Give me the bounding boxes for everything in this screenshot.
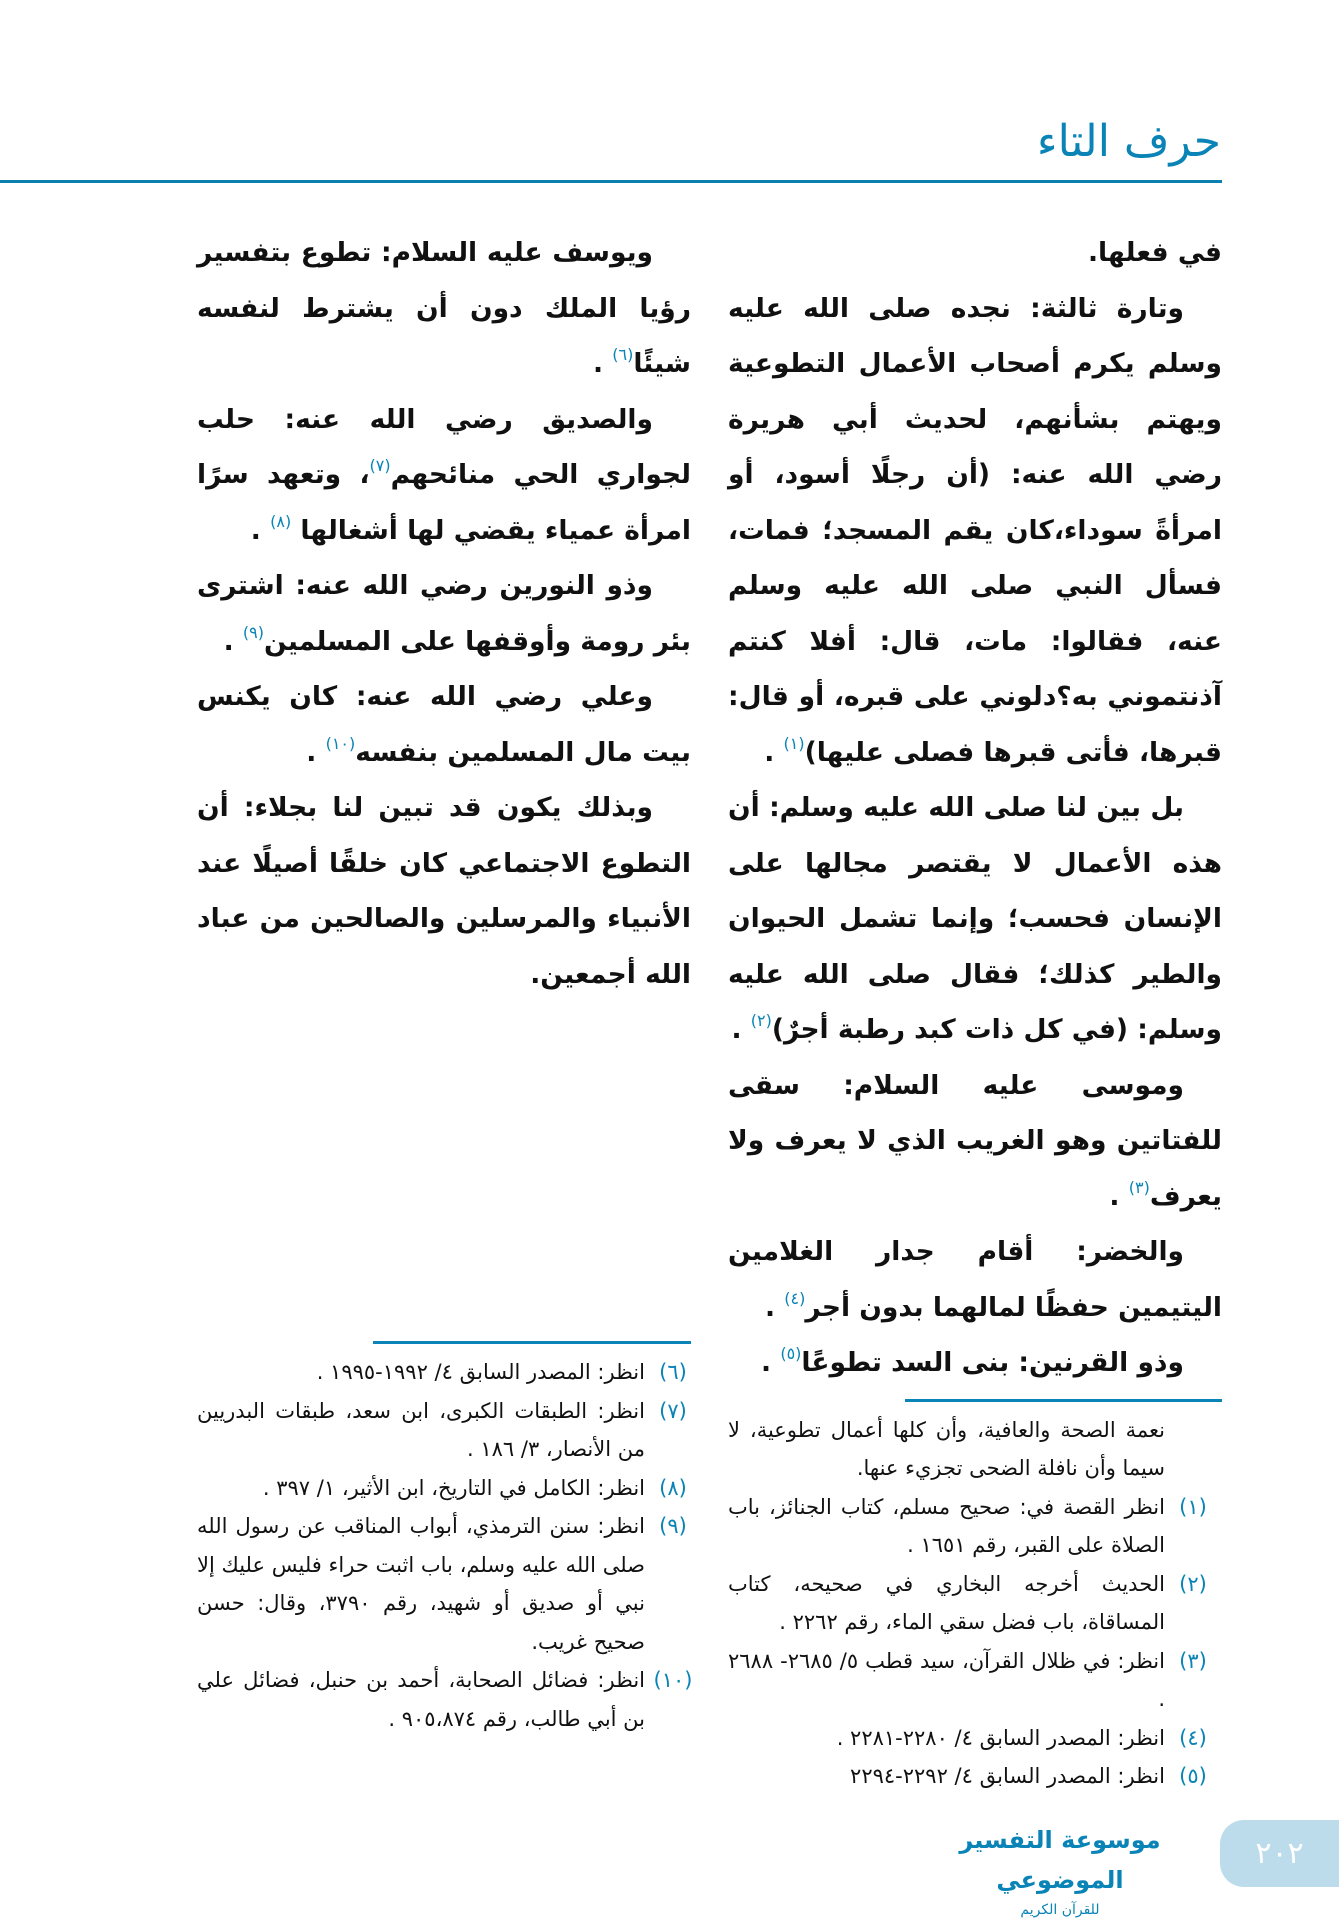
footnote-item	[197, 1353, 687, 1392]
logo-title: موسوعة التفسير الموضوعي	[959, 1825, 1161, 1894]
footnote-item	[197, 1661, 693, 1738]
paragraph	[728, 281, 1222, 781]
paragraph-end: .	[223, 625, 243, 657]
paragraph-text: وعلي رضي الله عنه: كان يكنس بيت مال المسلمين بنفسه	[197, 681, 691, 768]
footnote-number: (٦)	[659, 1360, 687, 1384]
logo-subtitle: للقرآن الكريم	[1020, 1901, 1100, 1918]
page-columns	[197, 0, 1222, 1796]
footnote-text: انظر: الطبقات الكبرى، ابن سعد، طبقات البدريين من الأنصار، ٣/ ١٨٦ .	[197, 1398, 645, 1461]
footnotes-left	[197, 1353, 693, 1738]
footnote-text: انظر: المصدر السابق ٤/ ٢٢٨٠-٢٢٨١ .	[836, 1725, 1165, 1750]
paragraph-text: وموسى عليه السلام: سقى للفتاتين وهو الغريب الذي لا يعرف ولا يعرف	[728, 1069, 1222, 1212]
footnote-divider-right	[905, 1399, 1222, 1402]
paragraph-text: والخضر: أقام جدار الغلامين اليتيمين حفظًا لمالهما بدون أجر	[728, 1236, 1222, 1323]
paragraph-text: ويوسف عليه السلام: تطوع بتفسير رؤيا الملك دون أن يشترط لنفسه شيئًا	[197, 237, 691, 379]
column-left	[197, 225, 691, 1738]
body-column-left	[197, 225, 691, 1333]
footnote-divider-left	[373, 1341, 691, 1344]
paragraph-end: .	[731, 1014, 751, 1045]
footnote-item	[197, 1469, 687, 1508]
footnote-ref[interactable]: (١)	[783, 733, 805, 753]
paragraph-end: .	[765, 1291, 785, 1323]
footnote-number: (٥)	[1179, 1764, 1207, 1788]
paragraph	[197, 558, 691, 669]
footnote-ref[interactable]: (٧)	[369, 456, 391, 475]
encyclopedia-logo	[915, 1820, 1205, 1920]
footnote-item	[197, 1507, 687, 1661]
page-footer	[0, 1820, 1339, 1918]
paragraph	[197, 392, 691, 559]
paragraph	[728, 1224, 1222, 1335]
footnote-number: (١)	[1179, 1494, 1207, 1519]
paragraph-end: .	[764, 736, 784, 768]
paragraph-end: .	[306, 736, 326, 768]
footnote-text: انظر: المصدر السابق ٤/ ٢٢٩٢-٢٢٩٤	[850, 1764, 1165, 1788]
paragraph	[728, 780, 1222, 1058]
body-column-right	[728, 225, 1222, 1391]
paragraph-text: ، وتعهد سرًا امرأة عمياء يقضي لها أشغالها	[197, 459, 691, 546]
footnote-number: (٢)	[1179, 1571, 1207, 1596]
paragraph-end: .	[1109, 1180, 1129, 1212]
paragraph-text: بل بين لنا صلى الله عليه وسلم: أن هذه الأعمال لا يقتصر مجالها على الإنسان فحسب؛ وإنما تشمل الحيوان والطير كذلك؛ فقال صلى الله عليه وسلم: (في كل ذات كبد رطبة أجرٌ)	[728, 792, 1222, 1045]
footnotes-right	[728, 1411, 1207, 1796]
paragraph-end: .	[761, 1347, 781, 1378]
paragraph	[197, 225, 691, 392]
paragraph	[728, 1335, 1222, 1391]
footnote-ref[interactable]: (٥)	[780, 1344, 802, 1363]
footnote-text: انظر: سنن الترمذي، أبواب المناقب عن رسول الله صلى الله عليه وسلم، باب اثبت حراء فليس عليك إلا نبي أو صديق أو شهيد، رقم ٣٧٩٠، وقال: حسن صحيح غريب.	[197, 1514, 645, 1654]
footnote-number: (١٠)	[653, 1668, 693, 1692]
footnote-text: انظر القصة في: صحيح مسلم، كتاب الجنائز، باب الصلاة على القبر، رقم ١٦٥١ .	[728, 1494, 1165, 1557]
footnote-continuation: نعمة الصحة والعافية، وأن كلها أعمال تطوعية، لا سيما وأن نافلة الضحى تجزيء عنها.	[728, 1417, 1165, 1480]
footnote-item	[728, 1719, 1207, 1758]
footnote-number: (٤)	[1179, 1725, 1207, 1750]
footnote-text: انظر: في ظلال القرآن، سيد قطب ٥/ ٢٦٨٥- ٢٦٨٨ .	[728, 1648, 1165, 1711]
paragraph	[197, 669, 691, 780]
page-number: ٢٠٢	[1220, 1820, 1339, 1887]
paragraph-text: وذو النورين رضي الله عنه: اشترى بئر رومة وأوقفها على المسلمين	[197, 570, 691, 657]
footnote-ref[interactable]: (٢)	[750, 1011, 772, 1030]
footnote-ref[interactable]: (٨)	[270, 511, 292, 531]
footnote-ref[interactable]: (١٠)	[325, 733, 356, 753]
footnote-text: انظر: المصدر السابق ٤/ ١٩٩٢-١٩٩٥ .	[316, 1360, 645, 1384]
footnote-ref[interactable]: (٤)	[784, 1288, 806, 1308]
paragraph-text: وذو القرنين: بنى السد تطوعًا	[801, 1347, 1184, 1378]
paragraph	[728, 1058, 1222, 1225]
footnote-text: الحديث أخرجه البخاري في صحيحه، كتاب المساقاة، باب فضل سقي الماء، رقم ٢٢٦٢ .	[728, 1571, 1165, 1634]
footnote-ref[interactable]: (٩)	[242, 622, 264, 642]
footnote-ref[interactable]: (٦)	[612, 345, 634, 364]
chapter-title: حرف التاء	[1036, 116, 1221, 167]
footnote-item	[728, 1565, 1207, 1642]
footnote-number: (٧)	[659, 1398, 687, 1423]
footnote-number: (٣)	[1179, 1648, 1207, 1673]
footnote-item	[728, 1757, 1207, 1796]
footnote-text: انظر: فضائل الصحابة، أحمد بن حنبل، فضائل علي بن أبي طالب، رقم ٩٠٥،٨٧٤ .	[197, 1668, 645, 1731]
paragraph-end: .	[592, 348, 613, 379]
footnote-ref[interactable]: (٣)	[1128, 1177, 1150, 1197]
footnote-number: (٩)	[659, 1514, 687, 1538]
paragraph-text: وتارة ثالثة: نجده صلى الله عليه وسلم يكرم أصحاب الأعمال التطوعية ويهتم بشأنهم، لحديث أبي هريرة رضي الله عنه: (أن رجلًا أسود، أو امرأةً سوداء،كان يقم المسجد؛ فمات، فسأل النبي صلى الله عليه وسلم عنه، فقالوا: مات، قال: أفلا كنتم آذنتموني به؟دلوني على قبره، أو قال: قبرها، فأتى قبرها فصلى عليها)	[728, 292, 1222, 768]
footnote-item	[197, 1392, 687, 1469]
footnote-item	[728, 1642, 1207, 1719]
paragraph: وبذلك يكون قد تبين لنا بجلاء: أن التطوع الاجتماعي كان خلقًا أصيلًا عند الأنبياء والمرسلين والصالحين من عباد الله أجمعين.	[197, 792, 691, 990]
footnote-item	[728, 1488, 1207, 1565]
column-right	[728, 225, 1222, 1796]
paragraph-text: والصديق رضي الله عنه: حلب لجواري الحي منائحهم	[197, 403, 691, 490]
paragraph: في فعلها.	[1087, 237, 1222, 268]
paragraph-end: .	[250, 514, 271, 546]
footnote-number: (٨)	[659, 1475, 687, 1500]
footnote-text: انظر: الكامل في التاريخ، ابن الأثير، ١/ ٣٩٧ .	[262, 1475, 645, 1500]
